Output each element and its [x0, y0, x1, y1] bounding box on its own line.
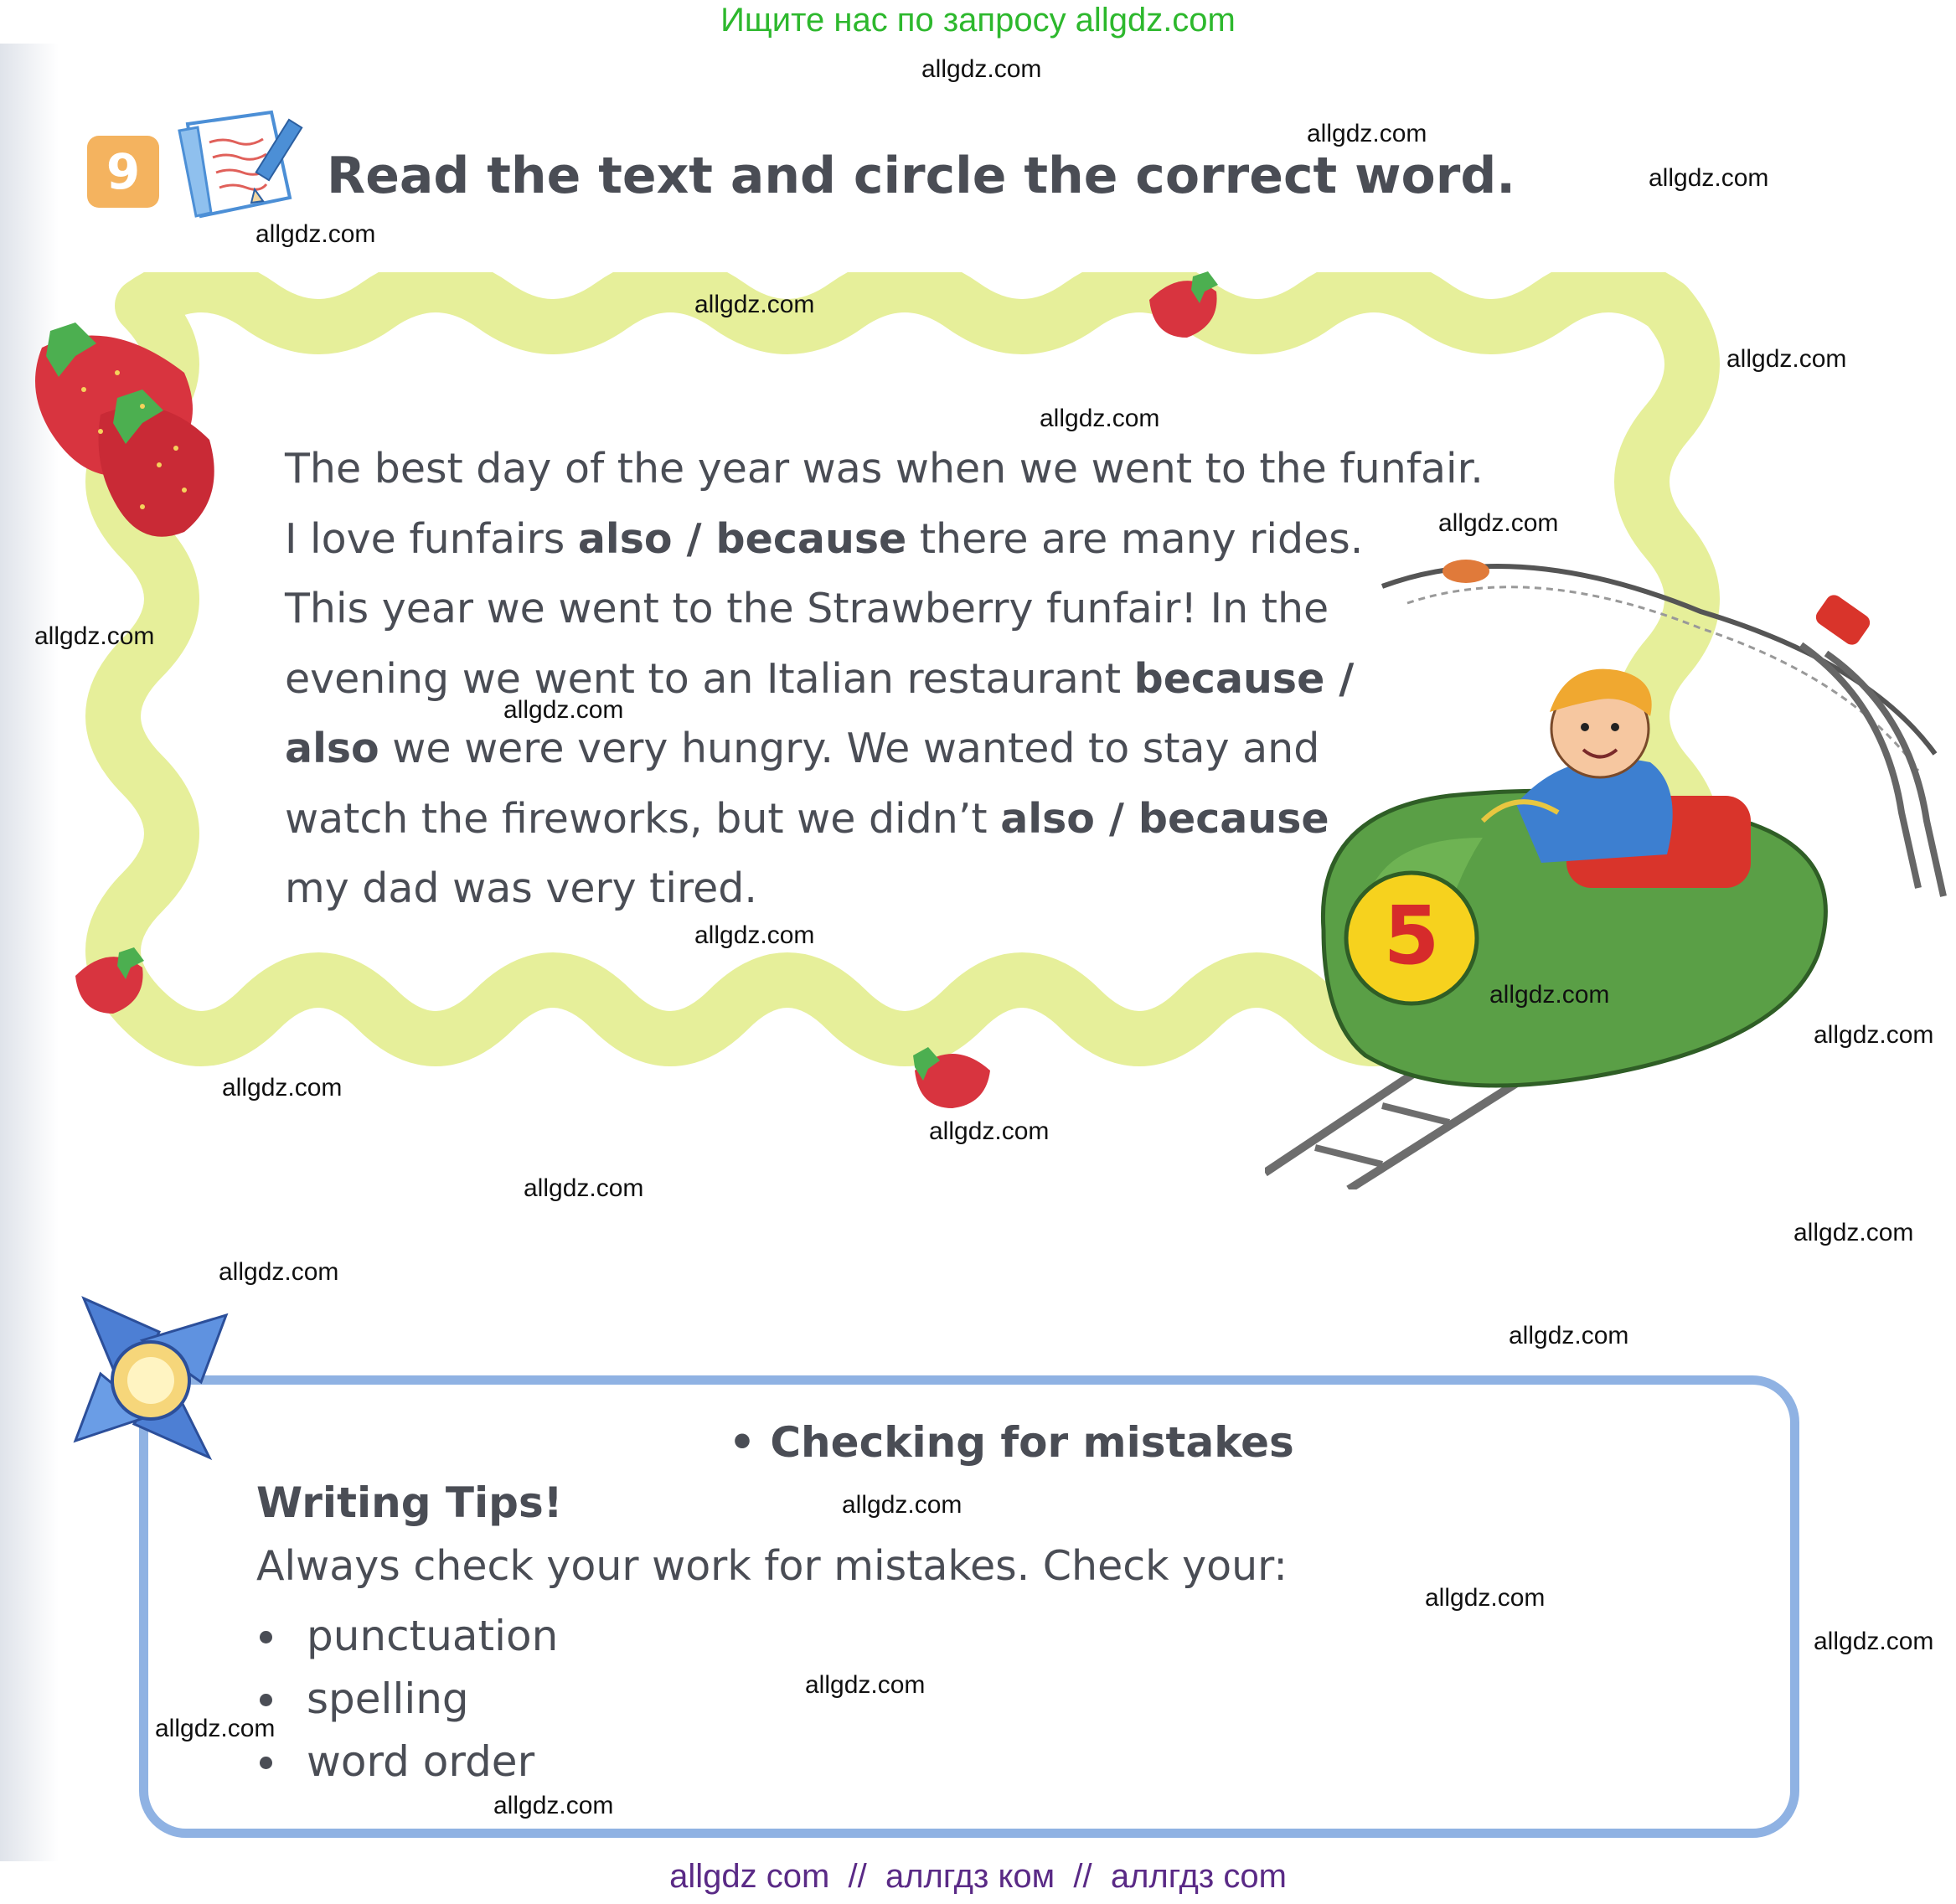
word-choice-option[interactable]: also / because — [577, 514, 907, 563]
writing-paper-pencil-icon — [173, 109, 315, 222]
passage-line-2: I love funfairs also / because there are many rides. — [285, 514, 1364, 563]
watermark: allgdz.com — [1649, 164, 1769, 192]
watermark: allgdz.com — [1489, 981, 1610, 1009]
list-item: word order — [256, 1731, 558, 1793]
watermark: allgdz.com — [1814, 1628, 1934, 1655]
watermark: allgdz.com — [1726, 345, 1847, 373]
passage-line-5: also we were very hungry. We wanted to stay and — [285, 725, 1320, 772]
strawberries-large-icon — [17, 297, 226, 549]
watermark: allgdz.com — [493, 1792, 614, 1819]
watermark: allgdz.com — [222, 1074, 343, 1102]
bullet-icon — [260, 1694, 272, 1706]
watermark: allgdz.com — [1040, 405, 1160, 432]
strawberry-small-icon — [1141, 266, 1225, 342]
watermark: allgdz.com — [921, 55, 1042, 83]
word-choice-option[interactable]: because / — [1133, 654, 1355, 703]
watermark: allgdz.com — [155, 1715, 276, 1742]
watermark: allgdz.com — [694, 921, 815, 949]
tips-heading: • Checking for mistakes — [729, 1418, 1294, 1467]
passage-line-4: evening we went to an Italian restaurant because / — [285, 654, 1355, 703]
tips-intro: Always check your work for mistakes. Check your: — [256, 1542, 1288, 1590]
watermark: allgdz.com — [219, 1258, 339, 1286]
watermark: allgdz.com — [255, 220, 376, 248]
passage-line-3: This year we went to the Strawberry funfair! In the — [285, 585, 1329, 632]
bullet-icon — [260, 1757, 272, 1769]
watermark: allgdz.com — [1425, 1584, 1546, 1612]
roller-coaster-boy-illustration — [1265, 536, 1956, 1189]
watermark: allgdz.com — [1307, 120, 1427, 147]
watermark: allgdz.com — [503, 696, 624, 724]
watermark: allgdz.com — [842, 1491, 963, 1519]
list-item: punctuation — [256, 1605, 558, 1668]
passage-line-6: watch the fireworks, but we didn’t also / because — [285, 794, 1329, 843]
word-choice-option[interactable]: also / because — [1000, 794, 1329, 843]
watermark: allgdz.com — [1793, 1219, 1914, 1246]
list-item: spelling — [256, 1668, 558, 1731]
strawberry-small-icon — [906, 1037, 999, 1112]
watermark: allgdz.com — [524, 1174, 644, 1202]
watermark: allgdz.com — [1438, 509, 1559, 537]
strawberry-small-icon — [67, 942, 151, 1018]
watermark: allgdz.com — [1814, 1021, 1934, 1049]
tips-title: Writing Tips! — [256, 1478, 563, 1527]
watermark: allgdz.com — [929, 1117, 1050, 1145]
bottom-banner[interactable]: allgdz com // аллгдз ком // аллгдз com — [669, 1858, 1287, 1895]
exercise-number-badge: 9 — [87, 136, 159, 208]
coaster-number: 5 — [1383, 889, 1440, 983]
tips-checklist — [256, 1605, 558, 1793]
watermark: allgdz.com — [805, 1671, 926, 1699]
passage-line-1: The best day of the year was when we went to the funfair. — [285, 445, 1484, 493]
watermark: allgdz.com — [694, 291, 815, 318]
top-banner[interactable]: Ищите нас по запросу allgdz.com — [720, 2, 1236, 39]
watermark: allgdz.com — [34, 622, 155, 650]
bullet-icon — [260, 1631, 272, 1643]
spotlight-icon — [59, 1282, 243, 1474]
watermark: allgdz.com — [1509, 1322, 1629, 1349]
passage-line-7: my dad was very tired. — [285, 864, 757, 912]
word-choice-option[interactable]: also — [285, 725, 379, 772]
exercise-instruction: Read the text and circle the correct word. — [327, 147, 1516, 205]
